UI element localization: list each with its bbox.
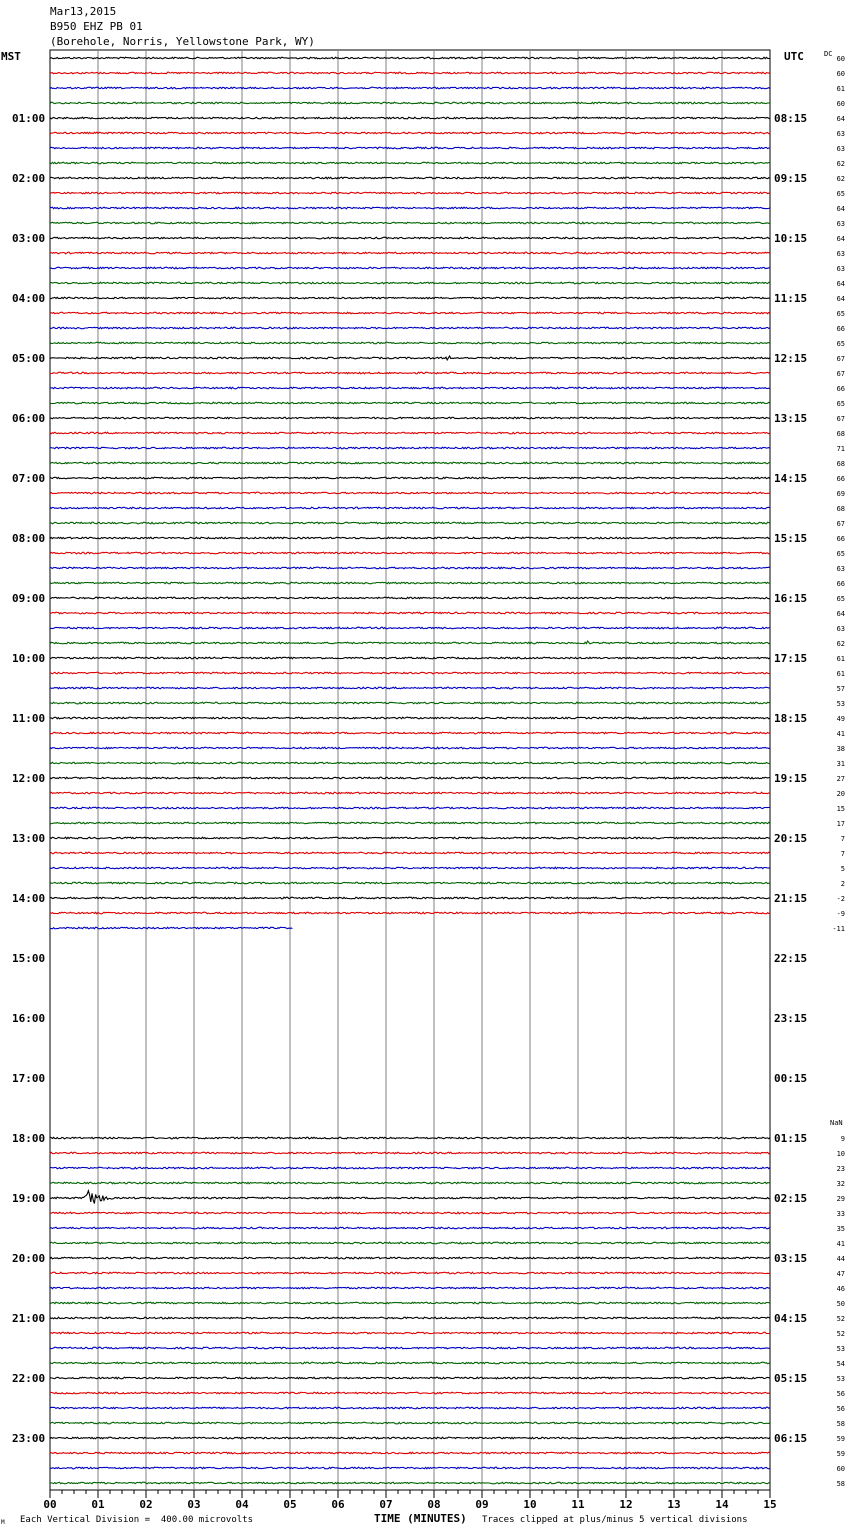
mst-hour-label: 06:00	[12, 412, 46, 425]
seismic-trace	[50, 1377, 770, 1379]
dc-offset-label: 38	[836, 745, 845, 753]
dc-offset-label: 64	[836, 205, 845, 213]
seismic-trace	[50, 192, 770, 194]
dc-offset-label: 65	[836, 310, 845, 318]
corner-mark: M	[1, 1519, 5, 1526]
dc-offset-label: 17	[836, 820, 845, 828]
dc-offset-label: 41	[836, 730, 845, 738]
dc-offset-label: 29	[836, 1195, 845, 1203]
seismic-trace	[50, 747, 770, 749]
dc-offset-label: 53	[836, 1375, 845, 1383]
seismic-trace	[50, 537, 770, 539]
seismic-trace	[50, 1317, 770, 1319]
seismic-trace	[50, 462, 770, 464]
utc-hour-label: 00:15	[774, 1072, 808, 1085]
dc-offset-label: 52	[836, 1315, 845, 1323]
dc-offset-label: 63	[836, 130, 845, 138]
utc-hour-label: 20:15	[774, 832, 808, 845]
left-timezone-label: MST	[1, 50, 21, 63]
utc-hour-label: 06:15	[774, 1432, 808, 1445]
seismic-trace	[50, 597, 770, 599]
seismic-traces	[50, 57, 770, 1484]
dc-offset-label: 59	[836, 1435, 845, 1443]
x-tick-label: 05	[283, 1498, 297, 1511]
dc-offset-label: 53	[836, 1345, 845, 1353]
seismic-trace	[50, 882, 770, 884]
utc-hour-label: 03:15	[774, 1252, 808, 1265]
seismic-trace	[50, 627, 770, 629]
utc-hour-label: 04:15	[774, 1312, 808, 1325]
x-tick-label: 00	[43, 1498, 57, 1511]
mst-hour-label: 09:00	[12, 592, 46, 605]
x-axis-title: TIME (MINUTES)	[374, 1512, 467, 1525]
utc-hour-label: 12:15	[774, 352, 808, 365]
mst-hour-label: 11:00	[12, 712, 46, 725]
seismic-trace	[50, 792, 770, 794]
dc-offset-label: 66	[836, 325, 845, 333]
minute-grid	[50, 50, 770, 1490]
right-timezone-label: UTC	[784, 50, 804, 63]
x-tick-label: 15	[763, 1498, 777, 1511]
seismic-trace	[50, 297, 770, 299]
x-tick-label: 11	[571, 1498, 585, 1511]
utc-hour-label: 22:15	[774, 952, 808, 965]
x-tick-label: 06	[331, 1498, 345, 1511]
seismic-trace	[50, 72, 770, 74]
dc-offset-label: 32	[836, 1180, 845, 1188]
seismic-trace	[50, 822, 770, 824]
mst-hour-label: 14:00	[12, 892, 46, 905]
dc-offset-label: 62	[836, 160, 845, 168]
dc-offset-label: 67	[836, 520, 845, 528]
mst-hour-label: 15:00	[12, 952, 46, 965]
nan-column-label: NaN	[830, 1119, 843, 1127]
mst-hour-label: 01:00	[12, 112, 46, 125]
utc-hour-label: 17:15	[774, 652, 808, 665]
dc-offset-label: 63	[836, 565, 845, 573]
seismic-trace	[50, 1482, 770, 1484]
dc-offset-label: 2	[840, 880, 845, 888]
utc-hour-label: 23:15	[774, 1012, 808, 1025]
dc-offset-label: 33	[836, 1210, 845, 1218]
mst-hour-label: 10:00	[12, 652, 46, 665]
seismic-trace	[50, 641, 770, 644]
x-tick-label: 02	[139, 1498, 153, 1511]
seismic-trace	[50, 252, 770, 254]
seismic-trace	[50, 672, 770, 674]
dc-offset-label: 35	[836, 1225, 845, 1233]
dc-offset-label: 56	[836, 1390, 845, 1398]
seismic-trace	[50, 1422, 770, 1424]
dc-offset-label: 46	[836, 1285, 845, 1293]
header-station: B950 EHZ PB 01	[50, 20, 143, 33]
dc-offset-label: 59	[836, 1450, 845, 1458]
seismic-trace	[50, 1167, 770, 1169]
seismic-trace	[50, 447, 770, 449]
dc-offset-label: 7	[840, 850, 845, 858]
dc-offset-label: 57	[836, 685, 845, 693]
axis-labels	[12, 50, 845, 1511]
mst-hour-label: 03:00	[12, 232, 46, 245]
seismic-trace	[50, 1392, 770, 1394]
dc-offset-label: 7	[840, 835, 845, 843]
seismic-trace	[50, 207, 770, 209]
seismic-trace	[50, 342, 770, 344]
seismic-trace	[50, 1182, 770, 1184]
seismic-trace	[50, 507, 770, 509]
seismic-trace	[50, 1437, 770, 1439]
dc-offset-label: 9	[840, 1135, 845, 1143]
dc-offset-label: 60	[836, 100, 845, 108]
scale-note: Each Vertical Division = 400.00 microvolts	[20, 1515, 253, 1525]
dc-offset-label: 63	[836, 625, 845, 633]
utc-hour-label: 14:15	[774, 472, 808, 485]
clip-note: Traces clipped at plus/minus 5 vertical divisions	[482, 1515, 748, 1525]
seismic-trace	[50, 267, 770, 269]
x-tick-label: 10	[523, 1498, 537, 1511]
utc-hour-label: 19:15	[774, 772, 808, 785]
seismic-trace	[50, 57, 770, 59]
mst-hour-label: 21:00	[12, 1312, 46, 1325]
seismic-trace	[50, 1137, 770, 1139]
seismic-trace	[50, 717, 770, 719]
utc-hour-label: 16:15	[774, 592, 808, 605]
seismic-trace	[50, 327, 770, 329]
dc-offset-label: 23	[836, 1165, 845, 1173]
seismic-trace	[50, 372, 770, 374]
seismic-trace	[50, 1191, 770, 1204]
seismic-trace	[50, 102, 770, 104]
seismic-trace	[50, 807, 770, 809]
dc-offset-label: 67	[836, 415, 845, 423]
mst-hour-label: 08:00	[12, 532, 46, 545]
seismic-trace	[50, 477, 770, 479]
dc-offset-label: 58	[836, 1480, 845, 1488]
dc-offset-label: 27	[836, 775, 845, 783]
seismic-trace	[50, 356, 770, 360]
dc-offset-label: 44	[836, 1255, 845, 1263]
seismic-trace	[50, 1257, 770, 1259]
seismic-trace	[50, 762, 770, 764]
seismic-trace	[50, 312, 770, 314]
dc-offset-label: 65	[836, 400, 845, 408]
seismic-trace	[50, 492, 770, 494]
mst-hour-label: 20:00	[12, 1252, 46, 1265]
dc-offset-label: 47	[836, 1270, 845, 1278]
dc-offset-label: 53	[836, 700, 845, 708]
seismic-trace	[50, 417, 770, 419]
x-tick-label: 09	[475, 1498, 489, 1511]
dc-offset-label: 52	[836, 1330, 845, 1338]
dc-offset-label: 68	[836, 430, 845, 438]
seismic-trace	[50, 567, 770, 569]
mst-hour-label: 16:00	[12, 1012, 46, 1025]
x-tick-label: 07	[379, 1498, 393, 1511]
dc-offset-label: 62	[836, 175, 845, 183]
seismic-trace	[50, 1452, 770, 1454]
dc-offset-label: 20	[836, 790, 845, 798]
dc-offset-label: 63	[836, 145, 845, 153]
mst-hour-label: 12:00	[12, 772, 46, 785]
seismic-trace	[50, 87, 770, 89]
seismic-trace	[50, 837, 770, 839]
seismic-trace	[50, 282, 770, 284]
plot-frame	[50, 50, 770, 1490]
utc-hour-label: 02:15	[774, 1192, 808, 1205]
seismic-trace	[50, 777, 770, 779]
dc-offset-label: 65	[836, 190, 845, 198]
dc-offset-label: 64	[836, 295, 845, 303]
utc-hour-label: 21:15	[774, 892, 808, 905]
seismic-trace	[50, 732, 770, 734]
seismic-trace	[50, 1347, 770, 1349]
utc-hour-label: 09:15	[774, 172, 808, 185]
dc-offset-label: 68	[836, 460, 845, 468]
dc-offset-label: 63	[836, 220, 845, 228]
dc-offset-label: 54	[836, 1360, 845, 1368]
seismic-trace	[50, 132, 770, 134]
header-location: (Borehole, Norris, Yellowstone Park, WY)	[50, 35, 315, 48]
utc-hour-label: 15:15	[774, 532, 808, 545]
dc-offset-label: 66	[836, 580, 845, 588]
x-tick-label: 13	[667, 1498, 681, 1511]
dc-offset-label: 64	[836, 280, 845, 288]
seismic-trace	[50, 612, 770, 614]
seismic-trace	[50, 1152, 770, 1154]
dc-offset-label: 56	[836, 1405, 845, 1413]
dc-offset-label: 67	[836, 370, 845, 378]
x-tick-label: 08	[427, 1498, 441, 1511]
utc-hour-label: 18:15	[774, 712, 808, 725]
dc-offset-label: 61	[836, 655, 845, 663]
seismic-trace	[50, 1227, 770, 1229]
seismic-trace	[50, 582, 770, 584]
seismic-trace	[50, 702, 770, 704]
mst-hour-label: 19:00	[12, 1192, 46, 1205]
seismic-trace	[50, 522, 770, 524]
dc-offset-label: -9	[836, 910, 845, 918]
dc-offset-label: -11	[832, 925, 845, 933]
utc-hour-label: 01:15	[774, 1132, 808, 1145]
mst-hour-label: 02:00	[12, 172, 46, 185]
seismic-trace	[50, 687, 770, 689]
dc-offset-label: 69	[836, 490, 845, 498]
seismic-trace	[50, 402, 770, 404]
dc-offset-label: 41	[836, 1240, 845, 1248]
dc-offset-label: 63	[836, 250, 845, 258]
x-tick-label: 03	[187, 1498, 201, 1511]
seismic-trace	[50, 867, 770, 869]
mst-hour-label: 22:00	[12, 1372, 46, 1385]
utc-hour-label: 08:15	[774, 112, 808, 125]
dc-offset-label: 62	[836, 640, 845, 648]
seismic-trace	[50, 1467, 770, 1469]
dc-offset-label: -2	[836, 895, 845, 903]
seismic-trace	[50, 387, 770, 389]
seismic-trace	[50, 147, 770, 149]
mst-hour-label: 05:00	[12, 352, 46, 365]
dc-offset-label: 66	[836, 535, 845, 543]
seismic-trace	[50, 1272, 770, 1274]
seismic-trace	[50, 432, 770, 434]
seismic-trace	[50, 1212, 770, 1214]
dc-offset-label: 68	[836, 505, 845, 513]
x-tick-label: 01	[91, 1498, 105, 1511]
dc-column-label: DC	[824, 50, 833, 58]
dc-offset-label: 67	[836, 355, 845, 363]
seismic-trace	[50, 852, 770, 854]
x-tick-label: 04	[235, 1498, 249, 1511]
dc-offset-label: 65	[836, 340, 845, 348]
dc-offset-label: 60	[836, 55, 845, 63]
dc-offset-label: 66	[836, 475, 845, 483]
seismic-trace	[50, 657, 770, 659]
dc-offset-label: 63	[836, 265, 845, 273]
dc-offset-label: 64	[836, 235, 845, 243]
dc-offset-label: 49	[836, 715, 845, 723]
mst-hour-label: 13:00	[12, 832, 46, 845]
utc-hour-label: 13:15	[774, 412, 808, 425]
dc-offset-label: 58	[836, 1420, 845, 1428]
mst-hour-label: 23:00	[12, 1432, 46, 1445]
mst-hour-label: 18:00	[12, 1132, 46, 1145]
mst-hour-label: 17:00	[12, 1072, 46, 1085]
seismic-trace	[50, 1332, 770, 1334]
seismic-trace	[50, 237, 770, 239]
dc-offset-label: 64	[836, 115, 845, 123]
seismic-trace	[50, 897, 770, 899]
dc-offset-label: 61	[836, 670, 845, 678]
dc-offset-label: 65	[836, 595, 845, 603]
seismic-trace	[50, 162, 770, 164]
seismic-trace	[50, 1287, 770, 1289]
x-tick-label: 14	[715, 1498, 729, 1511]
seismic-trace	[50, 912, 770, 914]
dc-offset-label: 60	[836, 70, 845, 78]
dc-offset-label: 60	[836, 1465, 845, 1473]
dc-offset-label: 71	[836, 445, 845, 453]
dc-offset-label: 15	[836, 805, 845, 813]
dc-offset-label: 31	[836, 760, 845, 768]
dc-offset-label: 10	[836, 1150, 845, 1158]
seismic-trace	[50, 177, 770, 179]
seismic-trace	[50, 222, 770, 224]
utc-hour-label: 11:15	[774, 292, 808, 305]
dc-offset-label: 5	[840, 865, 845, 873]
mst-hour-label: 04:00	[12, 292, 46, 305]
dc-offset-label: 50	[836, 1300, 845, 1308]
seismic-trace	[50, 552, 770, 554]
x-tick-label: 12	[619, 1498, 633, 1511]
dc-offset-label: 64	[836, 610, 845, 618]
utc-hour-label: 05:15	[774, 1372, 808, 1385]
utc-hour-label: 10:15	[774, 232, 808, 245]
seismic-trace	[50, 117, 770, 119]
dc-offset-label: 65	[836, 550, 845, 558]
seismic-trace	[50, 927, 292, 929]
seismic-trace	[50, 1302, 770, 1304]
seismic-trace	[50, 1242, 770, 1244]
dc-offset-label: 66	[836, 385, 845, 393]
seismic-trace	[50, 1362, 770, 1364]
dc-offset-label: 61	[836, 85, 845, 93]
seismic-trace	[50, 1407, 770, 1409]
mst-hour-label: 07:00	[12, 472, 46, 485]
header-date: Mar13,2015	[50, 5, 117, 18]
